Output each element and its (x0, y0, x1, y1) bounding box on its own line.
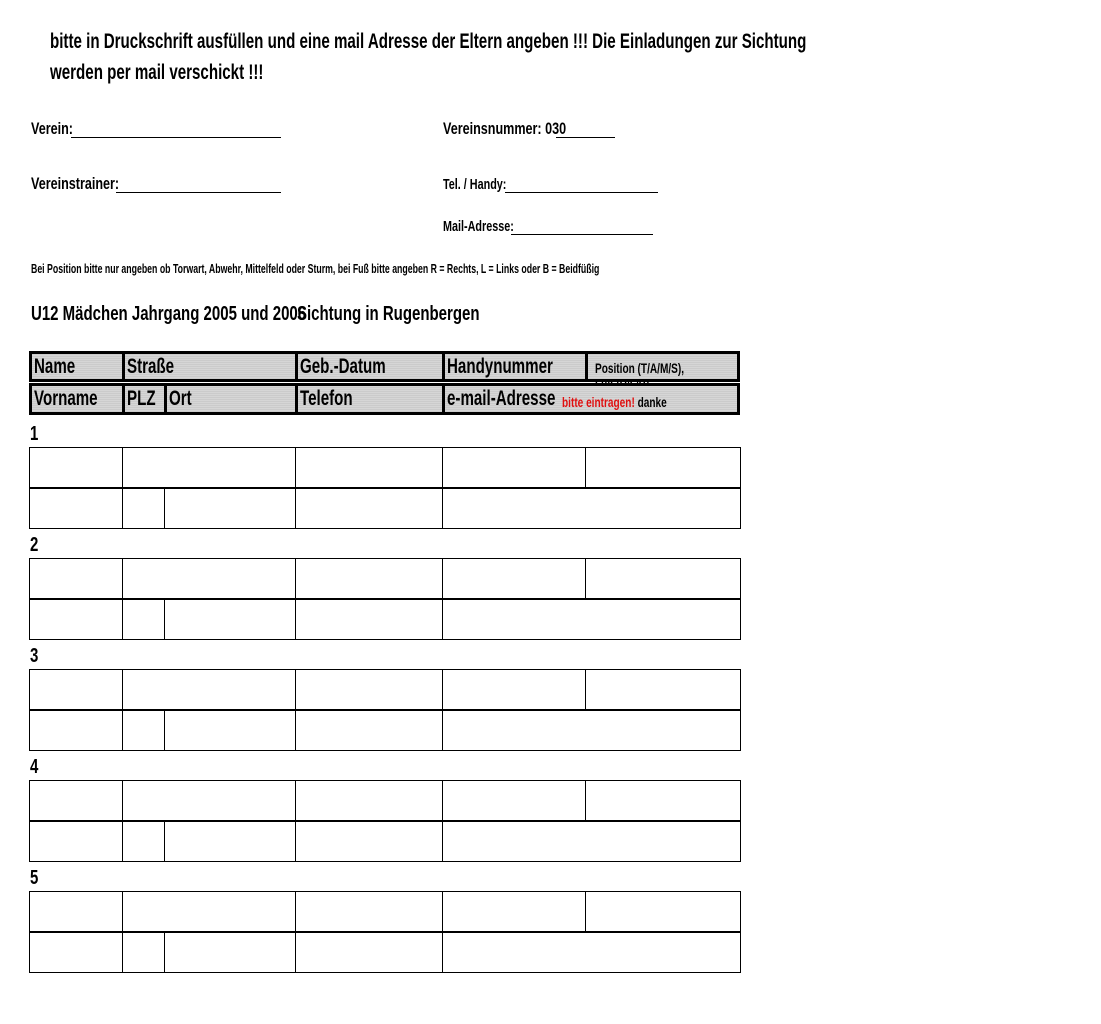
mail-label: Mail-Adresse: (443, 218, 514, 235)
position-cell[interactable] (586, 781, 742, 820)
vereinsnummer-label: Vereinsnummer: 030 (443, 119, 567, 138)
ort-cell[interactable] (165, 489, 296, 528)
entry-number: 2 (30, 534, 39, 556)
header-name: Name (32, 354, 125, 379)
hint-red: bitte eintragen! (562, 394, 635, 410)
vereinstrainer-label: Vereinstrainer: (31, 174, 120, 193)
name-cell[interactable] (30, 670, 123, 709)
handy-cell[interactable] (443, 559, 586, 598)
hint-black: danke (637, 394, 667, 410)
position-cell[interactable] (586, 448, 742, 487)
strasse-cell[interactable] (123, 892, 296, 931)
plz-cell[interactable] (123, 933, 165, 972)
entry-number: 3 (30, 645, 39, 667)
strasse-cell[interactable] (123, 448, 296, 487)
entry-row-1 (29, 558, 741, 599)
table-header-row-2 (29, 383, 740, 415)
position-cell[interactable] (586, 670, 742, 709)
table-header-row-1 (29, 351, 740, 382)
ort-cell[interactable] (165, 600, 296, 639)
tel-label: Tel. / Handy: (443, 176, 507, 193)
handy-cell[interactable] (443, 892, 586, 931)
entry-number: 4 (30, 756, 39, 778)
header-email: e-mail-Adresse bitte eintragen! danke (447, 387, 667, 410)
email-cell[interactable] (443, 711, 742, 750)
header-plz: PLZ (125, 386, 167, 412)
name-cell[interactable] (30, 781, 123, 820)
telefon-cell[interactable] (296, 822, 443, 861)
mail-input-line[interactable] (511, 234, 653, 235)
entry-row-1 (29, 891, 741, 932)
sichtung-title: Sichtung in Rugenbergen (297, 303, 480, 325)
entry-row-1 (29, 669, 741, 710)
telefon-cell[interactable] (296, 933, 443, 972)
tel-input-line[interactable] (505, 192, 658, 193)
header-position: Position (T/A/M/S), (595, 360, 685, 376)
geb-datum-cell[interactable] (296, 781, 443, 820)
verein-input-line[interactable] (71, 137, 281, 138)
entry-row-2 (29, 821, 741, 862)
geb-datum-cell[interactable] (296, 448, 443, 487)
entry-number: 5 (30, 867, 39, 889)
geb-datum-cell[interactable] (296, 670, 443, 709)
header-strasse: Straße (125, 354, 298, 379)
geb-datum-cell[interactable] (296, 892, 443, 931)
handy-cell[interactable] (443, 670, 586, 709)
entry-row-2 (29, 488, 741, 529)
header-ort: Ort (167, 386, 298, 412)
entry-row-1 (29, 447, 741, 488)
entry-row-1 (29, 780, 741, 821)
telefon-cell[interactable] (296, 489, 443, 528)
header-vorname: Vorname (32, 386, 125, 412)
vorname-cell[interactable] (30, 711, 123, 750)
name-cell[interactable] (30, 448, 123, 487)
handy-cell[interactable] (443, 781, 586, 820)
ort-cell[interactable] (165, 711, 296, 750)
intro-line-2: werden per mail verschickt !!! (50, 61, 264, 84)
plz-cell[interactable] (123, 711, 165, 750)
intro-line-1: bitte in Druckschrift ausfüllen und eine mail Adresse der Eltern angeben !!! Die Einladungen zur Sichtung (50, 30, 807, 53)
vorname-cell[interactable] (30, 822, 123, 861)
position-cell[interactable] (586, 559, 742, 598)
email-cell[interactable] (443, 600, 742, 639)
email-cell[interactable] (443, 822, 742, 861)
strasse-cell[interactable] (123, 781, 296, 820)
email-cell[interactable] (443, 933, 742, 972)
verein-label: Verein: (31, 119, 73, 138)
entry-number: 1 (30, 423, 39, 445)
telefon-cell[interactable] (296, 711, 443, 750)
name-cell[interactable] (30, 892, 123, 931)
handy-cell[interactable] (443, 448, 586, 487)
position-note: Bei Position bitte nur angeben ob Torwart, Abwehr, Mittelfeld oder Sturm, bei Fuß bitte angeben R = Rechts, L = Links oder B = Beidfüßig (31, 262, 600, 276)
vereinstrainer-input-line[interactable] (116, 192, 281, 193)
position-cell[interactable] (586, 892, 742, 931)
intro-text (50, 26, 1101, 88)
entry-row-2 (29, 710, 741, 751)
entry-row-2 (29, 599, 741, 640)
header-telefon: Telefon (298, 386, 445, 412)
strasse-cell[interactable] (123, 670, 296, 709)
ort-cell[interactable] (165, 822, 296, 861)
vorname-cell[interactable] (30, 933, 123, 972)
plz-cell[interactable] (123, 822, 165, 861)
vereinsnummer-input-line[interactable] (556, 137, 615, 138)
header-geb-datum: Geb.-Datum (298, 354, 445, 379)
strasse-cell[interactable] (123, 559, 296, 598)
email-cell[interactable] (443, 489, 742, 528)
telefon-cell[interactable] (296, 600, 443, 639)
vorname-cell[interactable] (30, 489, 123, 528)
header-handynummer: Handynummer (445, 354, 588, 379)
plz-cell[interactable] (123, 489, 165, 528)
vorname-cell[interactable] (30, 600, 123, 639)
entry-row-2 (29, 932, 741, 973)
group-title: U12 Mädchen Jahrgang 2005 und 2006 (31, 303, 307, 325)
geb-datum-cell[interactable] (296, 559, 443, 598)
name-cell[interactable] (30, 559, 123, 598)
ort-cell[interactable] (165, 933, 296, 972)
plz-cell[interactable] (123, 600, 165, 639)
